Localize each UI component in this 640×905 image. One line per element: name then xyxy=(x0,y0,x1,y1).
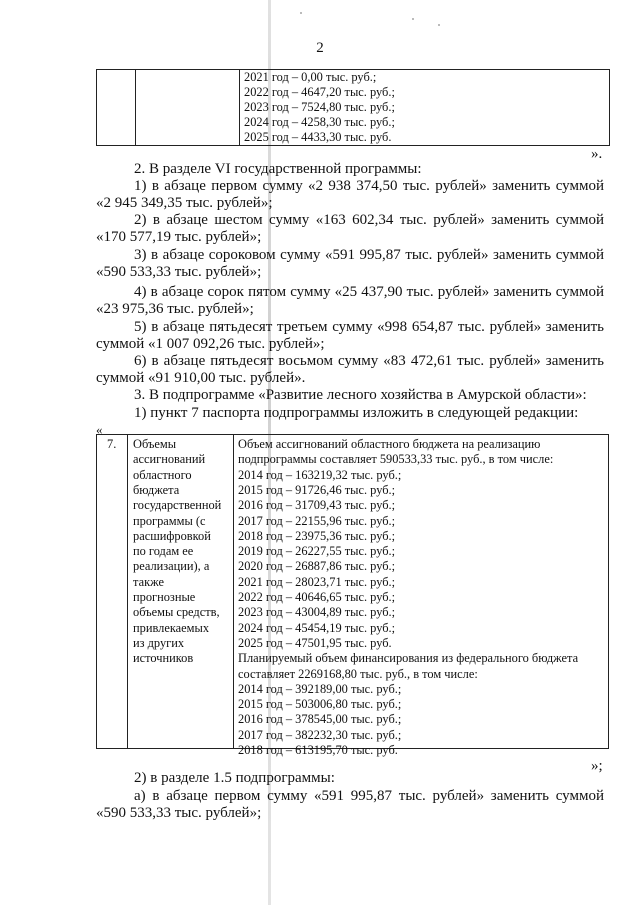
paragraph-line: а) в абзаце первом сумму «591 995,87 тыс. рублей» заменить суммой xyxy=(134,788,604,804)
table-row: 2022 год – 4647,20 тыс. руб.; xyxy=(244,85,395,99)
label-line: из других xyxy=(133,635,185,650)
passport-table xyxy=(96,434,609,757)
closing-quote: »; xyxy=(591,758,603,774)
table-divider xyxy=(127,435,128,748)
value-line: Планируемый объем финансирования из федерального бюджета xyxy=(238,651,579,666)
paragraph-line: 5) в абзаце пятьдесят третьем сумму «998 654,87 тыс. рублей» заменить xyxy=(134,319,604,335)
paragraph-line: 1) в абзаце первом сумму «2 938 374,50 тыс. рублей» заменить суммой xyxy=(134,178,604,194)
paragraph-line: «590 533,33 тыс. рублей»; xyxy=(96,805,262,821)
table-row: 2024 год – 4258,30 тыс. руб.; xyxy=(244,115,395,129)
label-line: государственной xyxy=(133,498,222,513)
paragraph-line: 6) в абзаце пятьдесят восьмом сумму «83 472,61 тыс. рублей» заменить xyxy=(134,353,604,369)
value-line: 2018 год – 23975,36 тыс. руб.; xyxy=(238,528,396,543)
label-line: источников xyxy=(133,651,194,666)
paragraph-line: «2 945 349,35 тыс. рублей»; xyxy=(96,195,273,211)
paragraph-line: 2) в абзаце шестом сумму «163 602,34 тыс. рублей» заменить суммой xyxy=(134,212,604,228)
scan-speck xyxy=(412,18,414,20)
label-line: бюджета xyxy=(133,482,180,497)
value-line: 2015 год – 91726,46 тыс. руб.; xyxy=(238,482,396,497)
table-row: 2021 год – 0,00 тыс. руб.; xyxy=(244,70,377,84)
table-row: 2025 год – 4433,30 тыс. руб. xyxy=(244,130,392,144)
value-line: 2014 год – 392189,00 тыс. руб.; xyxy=(238,681,402,696)
paragraph-line: «23 975,36 тыс. рублей»; xyxy=(96,301,254,317)
label-line: также xyxy=(133,574,164,589)
paragraph-line: «170 577,19 тыс. рублей»; xyxy=(96,229,262,245)
value-line: 2024 год – 45454,19 тыс. руб.; xyxy=(238,620,396,635)
row-number: 7. xyxy=(107,437,117,451)
value-line: 2016 год – 378545,00 тыс. руб.; xyxy=(238,712,402,727)
label-line: программы (с xyxy=(133,513,206,528)
paragraph-line: 4) в абзаце сорок пятом сумму «25 437,90 тыс. рублей» заменить суммой xyxy=(134,284,604,300)
page-number: 2 xyxy=(316,40,324,56)
paragraph-line: «590 533,33 тыс. рублей»; xyxy=(96,264,262,280)
paragraph-line: 3) в абзаце сороковом сумму «591 995,87 тыс. рублей» заменить суммой xyxy=(134,247,604,263)
open-quote: « xyxy=(96,422,103,437)
value-line: 2025 год – 47501,95 тыс. руб. xyxy=(238,635,392,650)
value-line: 2016 год – 31709,43 тыс. руб.; xyxy=(238,498,396,513)
value-line: 2020 год – 26887,86 тыс. руб.; xyxy=(238,559,396,574)
label-line: прогнозные xyxy=(133,590,196,604)
value-line: подпрограммы составляет 590533,33 тыс. руб., в том числе: xyxy=(238,452,554,467)
label-line: реализации), а xyxy=(133,559,210,574)
scan-speck xyxy=(438,24,440,26)
table-divider xyxy=(239,70,240,145)
value-line: 2014 год – 163219,32 тыс. руб.; xyxy=(238,467,402,482)
table-divider xyxy=(233,435,234,748)
label-line: по годам ее xyxy=(133,544,194,559)
paragraph-line: суммой «1 007 092,26 тыс. рублей»; xyxy=(96,336,325,352)
value-line: 2015 год – 503006,80 тыс. руб.; xyxy=(238,697,402,712)
value-line: 2017 год – 382232,30 тыс. руб.; xyxy=(238,727,402,742)
paragraph-line: 1) пункт 7 паспорта подпрограммы изложить в следующей редакции: xyxy=(134,405,579,421)
paragraph-line: суммой «91 910,00 тыс. рублей». xyxy=(96,370,306,386)
value-line: 2021 год – 28023,71 тыс. руб.; xyxy=(238,574,396,589)
table-divider xyxy=(135,70,136,145)
value-line: 2019 год – 26227,55 тыс. руб.; xyxy=(238,544,396,559)
paragraph-line: 2) в разделе 1.5 подпрограммы: xyxy=(134,770,335,786)
label-line: областного xyxy=(133,467,192,482)
value-line: 2023 год – 43004,89 тыс. руб.; xyxy=(238,605,396,620)
section-heading: 3. В подпрограмме «Развитие лесного хозяйства в Амурской области»: xyxy=(134,387,587,403)
top-table xyxy=(96,69,610,146)
value-line: 2022 год – 40646,65 тыс. руб.; xyxy=(238,590,396,604)
label-line: объемы средств, xyxy=(133,605,220,620)
closing-quote: ». xyxy=(591,146,603,162)
scan-speck xyxy=(300,12,302,14)
section-heading: 2. В разделе VI государственной программы: xyxy=(134,161,422,177)
label-line: ассигнований xyxy=(133,452,206,467)
label-line: привлекаемых xyxy=(133,620,210,635)
label-line: расшифровкой xyxy=(133,528,211,543)
value-line: 2018 год – 613195,70 тыс. руб. xyxy=(238,743,398,757)
value-line: Объем ассигнований областного бюджета на реализацию xyxy=(238,437,541,451)
value-line: составляет 2269168,80 тыс. руб., в том числе: xyxy=(238,666,478,681)
label-line: Объемы xyxy=(133,437,177,451)
table-row: 2023 год – 7524,80 тыс. руб.; xyxy=(244,100,395,114)
value-line: 2017 год – 22155,96 тыс. руб.; xyxy=(238,513,396,528)
